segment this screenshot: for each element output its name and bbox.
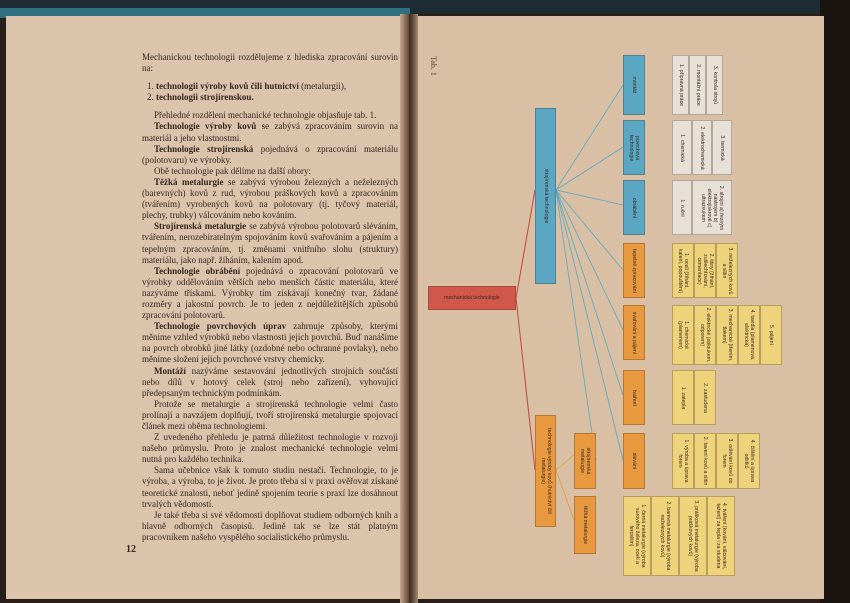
- item-box: 1. chemické (plamenem): [672, 305, 694, 365]
- item-box: 3. prášková metalurgie (výroba práškových kovů): [679, 496, 707, 576]
- paragraph: Technologie výroby kovů se zabývá zpracováním surovin na materiál a jeho vlastnostmi.: [142, 121, 398, 143]
- item-box: 3. mechanické (třením, tlakem): [716, 305, 738, 365]
- item-box: 2. barevná metalurgie (výroba neželezných kovů): [651, 496, 679, 576]
- paragraph: Strojírenská metalurgie se zabývá výrobou polotovarů sléváním, tvářením, nerozebíratelným spojováním kovů svařováním a pájením a tepelným zpracováním, tj. změnami vnitřního slohu (struktury) materiálu, jako např. žíháním, kalením apod.: [142, 221, 399, 265]
- branch-strojirenska: strojírenská technologie: [535, 108, 556, 284]
- sub-tezka-metalurgie: těžká metalurgie: [574, 496, 596, 554]
- page-number: 12: [126, 544, 136, 555]
- paragraph: Těžká metalurgie se zabývá výrobou železných a neželezných (barevných) kovů z rud, výrobou práškových kovů a zpracováním (tvářením) vyrobených kovů na polotovary (tj. tyčový materiál, plechy, trubky) válcováním nebo kováním.: [142, 176, 398, 221]
- paragraph: Z uvedeného přehledu je patrná důležitost technologie v rozvoji našeho průmyslu. Proto je znalost mechanické technologie velmi nutná pro každého technika.: [142, 432, 398, 465]
- paragraph: Obě technologie pak dělíme na další obory:: [154, 165, 311, 176]
- paragraph: Je také třeba si své vědomosti doplňovat studiem odborných knih a hlavně odborných časopisů. Jedině tak se lze stát platným pracovníkem našeho vyspělého socialistického průmyslu.: [142, 509, 398, 542]
- item-box: 1. přípravná práce: [672, 55, 689, 115]
- item-box: 1. ruční: [672, 180, 692, 235]
- item-box: 4. čištění a úprava odlitků: [738, 433, 760, 489]
- paragraph: Technologie obrábění pojednává o zpracování polotovarů ve výrobky oddělováním větších nebo menších částic materiálu, které nazýváme třískami. Výrobky tím získávají konečný tvar, žádané rozměry a jakostní povrch. Je to jeden z nejdůležitějších způsobů zpracování polotovarů.: [142, 265, 398, 321]
- item-box: 1. zatepla: [672, 370, 694, 425]
- item-box: 1. ocelí (žíhání, kalení, popouštění): [672, 243, 694, 298]
- category-tepelne: tepelné zpracování: [623, 243, 645, 298]
- item-box: 2. elektrické (obloukem, odporem): [694, 305, 716, 365]
- paragraph: Technologie povrchových úprav zahrnuje způsoby, kterými měníme vzhled výrobků nebo vlastnosti jejich povrchů. Buď nanášíme na povrch obrobků jiné látky (ozdobné nebo ochranné povlaky), nebo měníme složení jejich povrchové vrstvy chemicky.: [142, 321, 398, 365]
- paragraph: Protože se metalurgie a strojírenská technologie velmi často prolínají a navzájem doplňují, tvoří strojírenská metalurgie spojovací článek mezi oběma technologiemi.: [142, 398, 398, 431]
- item-box: 2. montážní práce: [689, 55, 706, 115]
- paragraph: Montáží nazýváme sestavování jednotlivých strojních součástí nebo dílů v hotový celek (stroj nebo zařízení), vyhovující předepsaným technickým podmínkám.: [142, 365, 398, 398]
- item-box: 4. tavidla (plamenová, elektrická): [738, 305, 760, 365]
- item-box: 2. litiny (žíhání, zušlechťování, cementace): [694, 243, 716, 298]
- paragraph: Přehledné rozdělení mechanické technologie objasňuje tab. 1.: [154, 110, 377, 121]
- item-box: 3. neželezných kovů a slitin: [716, 243, 738, 298]
- item-box: 3. odlévání kovů do forem: [716, 433, 738, 489]
- item-box: 5. pájení: [760, 305, 782, 365]
- intro-paragraph: Mechanickou technologii rozdělujeme z hlediska zpracování surovin na:: [142, 52, 398, 74]
- list-item: 2. technologii strojírenskou.: [156, 92, 398, 103]
- paragraph: Sama učebnice však k tomuto studiu nestačí. Technologie, to je výroba, a výroba, to je život. Je proto třeba si v praxi ověřovat získané teoretické znalosti, neboť jedině spojením teorie s praxí lze dosáhnout trvalých vědomostí.: [142, 465, 398, 509]
- root-node: mechanická technologie: [428, 286, 516, 310]
- branch-hutnictvi: technologie výroby kovů (hutnictví čili metalurgie): [535, 415, 556, 527]
- category-povrchova: povrchová technologie: [623, 120, 645, 175]
- category-montaz: montáž: [623, 55, 645, 115]
- item-box: 2. elektrochemická: [692, 120, 712, 175]
- category-slevani: slévání: [623, 433, 645, 489]
- list-item: 1. technologii výroby kovů čili hutnictví (metalurgii),: [156, 81, 398, 92]
- sub-strojirenska-metalurgie: strojírenská metalurgie: [574, 433, 596, 489]
- category-obrabeni: obrábění: [623, 180, 645, 235]
- item-box: 2. strojní a) řezným nástrojem b) elektrojiskrově c) ultrazvukem: [692, 180, 732, 235]
- category-tvareni: tváření: [623, 370, 645, 425]
- item-box: 2. zastudena: [694, 370, 716, 425]
- item-box: 4. tváření (kování, válcování, tažení) za tepla i za studena: [707, 496, 735, 576]
- item-box: 1. výroba a úprava forem: [672, 433, 694, 489]
- item-box: 3. termická: [712, 120, 732, 175]
- item-box: 3. kontrola strojů: [706, 55, 723, 115]
- table-label: Tab. 1: [429, 56, 438, 76]
- item-box: 2. tavení kovů a slitin: [694, 433, 716, 489]
- item-box: 1. černá metalurgie (výroba surového železa, ocelí a feroslitin): [623, 496, 651, 576]
- category-svarovani: svařování a pájení: [623, 305, 645, 360]
- item-box: 1. chemická: [672, 120, 692, 175]
- paragraph: Technologie strojírenská pojednává o zpracování materiálu (polotovaru) ve výrobky.: [142, 143, 399, 165]
